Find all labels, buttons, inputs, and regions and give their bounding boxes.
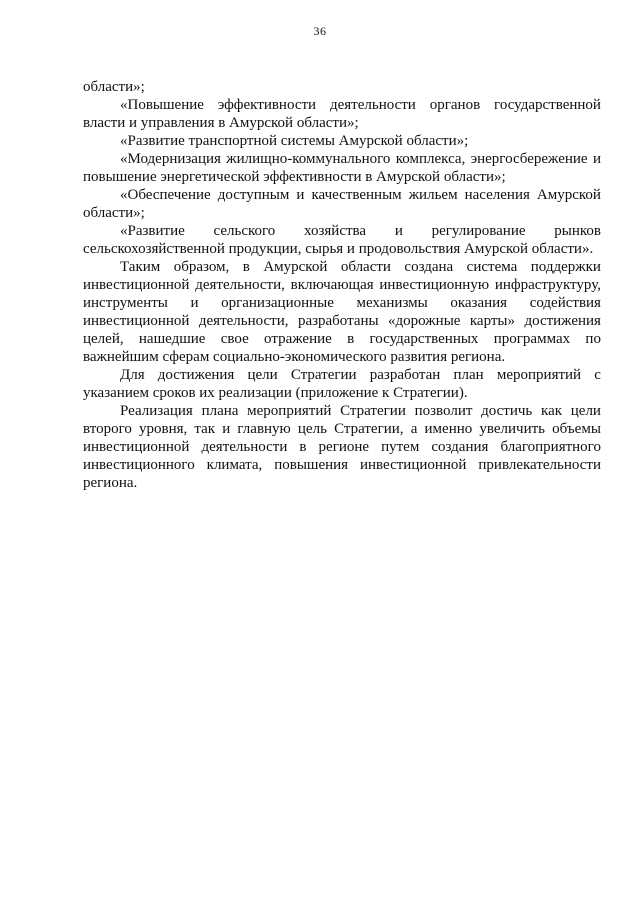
text-line: инструменты и организационные механизмы оказания содействия — [83, 295, 601, 311]
text-line: «Развитие транспортной системы Амурской области»; — [120, 133, 469, 149]
document-body — [83, 78, 601, 492]
text-line: второго уровня, так и главную цель Стратегии, а именно увеличить объемы — [83, 421, 601, 437]
text-line: власти и управления в Амурской области»; — [83, 115, 359, 131]
text-line: целей, нашедшие свое отражение в государственных программах по — [83, 331, 601, 347]
text-line: области»; — [83, 205, 145, 221]
text-line: «Обеспечение доступным и качественным жильем населения Амурской — [120, 187, 601, 203]
text-line: области»; — [83, 79, 145, 95]
text-line: сельскохозяйственной продукции, сырья и продовольствия Амурской области». — [83, 241, 594, 257]
text-line: региона. — [83, 475, 138, 491]
text-line: важнейшим сферам социально-экономического развития региона. — [83, 349, 506, 365]
text-line: повышение энергетической эффективности в Амурской области»; — [83, 169, 506, 185]
text-line: инвестиционной деятельности в регионе путем создания благоприятного — [83, 439, 601, 455]
text-line: инвестиционной деятельности, включающая инвестиционную инфраструктуру, — [83, 277, 601, 293]
text-line: Для достижения цели Стратегии разработан план мероприятий с — [120, 367, 601, 383]
text-line: указанием сроков их реализации (приложение к Стратегии). — [83, 385, 468, 401]
text-line: «Модернизация жилищно-коммунального комплекса, энергосбережение и — [120, 151, 601, 167]
text-line: инвестиционной деятельности, разработаны «дорожные карты» достижения — [83, 313, 601, 329]
text-line: «Развитие сельского хозяйства и регулирование рынков — [120, 223, 601, 239]
page-number: 36 — [313, 24, 327, 38]
text-line: Реализация плана мероприятий Стратегии позволит достичь как цели — [120, 403, 601, 419]
text-line: Таким образом, в Амурской области создана система поддержки — [120, 259, 601, 275]
text-line: «Повышение эффективности деятельности органов государственной — [120, 97, 601, 113]
text-line: инвестиционного климата, повышения инвестиционной привлекательности — [83, 457, 601, 473]
